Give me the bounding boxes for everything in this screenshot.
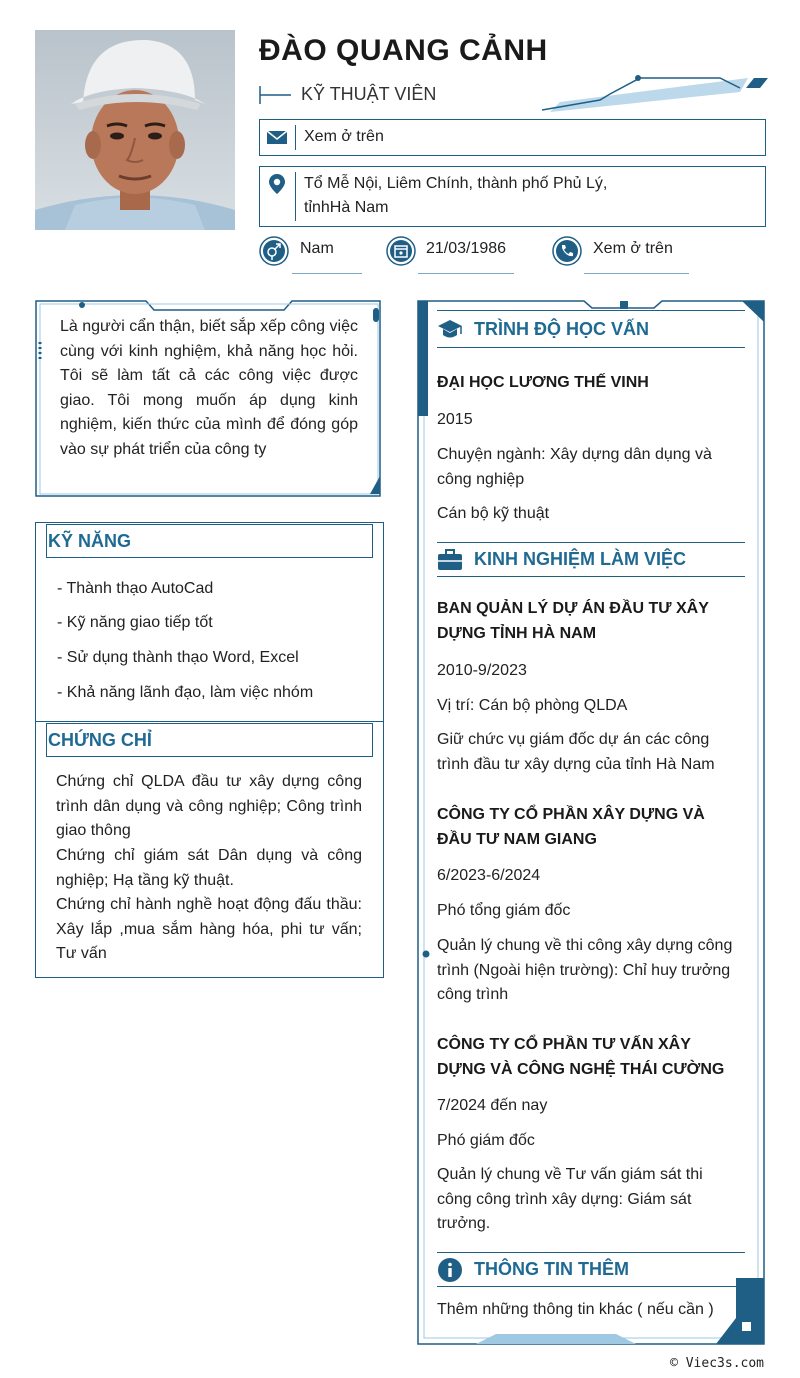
envelope-icon (266, 126, 288, 148)
job-position: Phó tổng giám đốc (437, 902, 571, 919)
skill-item: - Thành thạo AutoCad (57, 580, 214, 597)
birthday-underline (418, 273, 514, 274)
job-title: KỸ THUẬT VIÊN (301, 84, 437, 104)
phone-icon (552, 236, 582, 266)
info-icon (437, 1257, 463, 1283)
additional-top-line (437, 1252, 745, 1253)
job-position: Phó giám đốc (437, 1132, 535, 1149)
separator (295, 125, 296, 150)
experience-bottom-line (437, 576, 745, 577)
phone-value: Xem ở trên (593, 240, 673, 257)
education-heading: TRÌNH ĐỘ HỌC VẤN (474, 319, 649, 339)
avatar-illustration (35, 30, 235, 230)
experience-heading: KINH NGHIỆM LÀM VIỆC (474, 549, 687, 569)
job-description: Giữ chức vụ giám đốc dự án các công trình đầu tư xây dựng của tỉnh Hà Nam (437, 731, 715, 773)
gender-underline (292, 273, 362, 274)
job-description: Quản lý chung về thi công xây dựng công trình (Ngoài hiện trường): Chỉ huy trưởng công trình (437, 937, 733, 1004)
objective-text: Là người cẩn thận, biết sắp xếp công việc cùng với kinh nghiệm, khả năng học hỏi. Tôi sẽ làm tất cả các công việc được giao. Tôi mong muốn áp dụng kinh nghiệm, kiến thức của mình để đóng góp vào sự phát triển của công ty (60, 318, 358, 458)
copyright: © Viec3s.com (670, 1356, 764, 1371)
title-line-icon (259, 85, 291, 105)
job-company: CÔNG TY CỔ PHẦN XÂY DỰNG VÀ ĐẦU TƯ NAM GIANG (437, 806, 705, 848)
briefcase-icon (437, 547, 463, 573)
job-description: Quản lý chung về Tư vấn giám sát thi công công trình xây dựng: Giám sát trưởng. (437, 1166, 703, 1233)
circuit-decoration (540, 74, 770, 114)
gender-icon (259, 236, 289, 266)
skill-item: - Khả năng lãnh đạo, làm việc nhóm (57, 684, 314, 701)
education-bottom-line (437, 347, 745, 348)
phone-underline (584, 273, 689, 274)
separator (295, 172, 296, 221)
additional-heading: THÔNG TIN THÊM (474, 1259, 629, 1279)
job-period: 6/2023-6/2024 (437, 867, 541, 884)
calendar-icon (386, 236, 416, 266)
job-period: 7/2024 đến nay (437, 1097, 548, 1114)
birthday-value: 21/03/1986 (426, 240, 507, 257)
job-company: BAN QUẢN LÝ DỰ ÁN ĐẦU TƯ XÂY DỰNG TỈNH HÀ NAM (437, 600, 709, 642)
additional-text: Thêm những thông tin khác ( nếu cần ) (437, 1301, 714, 1318)
additional-bottom-line (437, 1286, 745, 1287)
education-major: Chuyện ngành: Xây dựng dân dụng và công nghiệp (437, 446, 712, 488)
certificate-item: Chứng chỉ hành nghề hoạt động đấu thầu: Xây lắp ,mua sắm hàng hóa, phi tư vấn; Tư vấn (56, 896, 362, 963)
skills-heading: KỸ NĂNG (48, 531, 132, 551)
skill-item: - Kỹ năng giao tiếp tốt (57, 614, 213, 631)
experience-top-line (437, 542, 745, 543)
profile-photo (35, 30, 235, 230)
education-top-line (437, 310, 745, 311)
address-line-2: tỉnhHà Nam (304, 199, 389, 216)
address-line-1: Tổ Mễ Nội, Liêm Chính, thành phố Phủ Lý, (304, 175, 608, 192)
location-pin-icon (266, 173, 288, 195)
job-position: Vị trí: Cán bộ phòng QLDA (437, 697, 628, 714)
email-value: Xem ở trên (304, 128, 384, 145)
job-period: 2010-9/2023 (437, 662, 527, 679)
email-box (259, 119, 766, 156)
education-school: ĐẠI HỌC LƯƠNG THẾ VINH (437, 374, 649, 391)
graduation-cap-icon (437, 317, 463, 343)
skill-item: - Sử dụng thành thạo Word, Excel (57, 649, 299, 666)
certificates-heading: CHỨNG CHỈ (48, 730, 152, 750)
candidate-name: ĐÀO QUANG CẢNH (259, 34, 548, 67)
address-box (259, 166, 766, 227)
gender-value: Nam (300, 240, 334, 257)
education-year: 2015 (437, 411, 473, 428)
education-degree: Cán bộ kỹ thuật (437, 505, 550, 522)
certificate-item: Chứng chỉ giám sát Dân dụng và công nghiệp; Hạ tầng kỹ thuật. (56, 847, 362, 889)
certificate-item: Chứng chỉ QLDA đầu tư xây dựng công trình dân dụng và công nghiệp; Công trình giao thông (56, 773, 362, 840)
job-company: CÔNG TY CỔ PHẦN TƯ VẤN XÂY DỰNG VÀ CÔNG NGHỆ THÁI CƯỜNG (437, 1036, 725, 1078)
